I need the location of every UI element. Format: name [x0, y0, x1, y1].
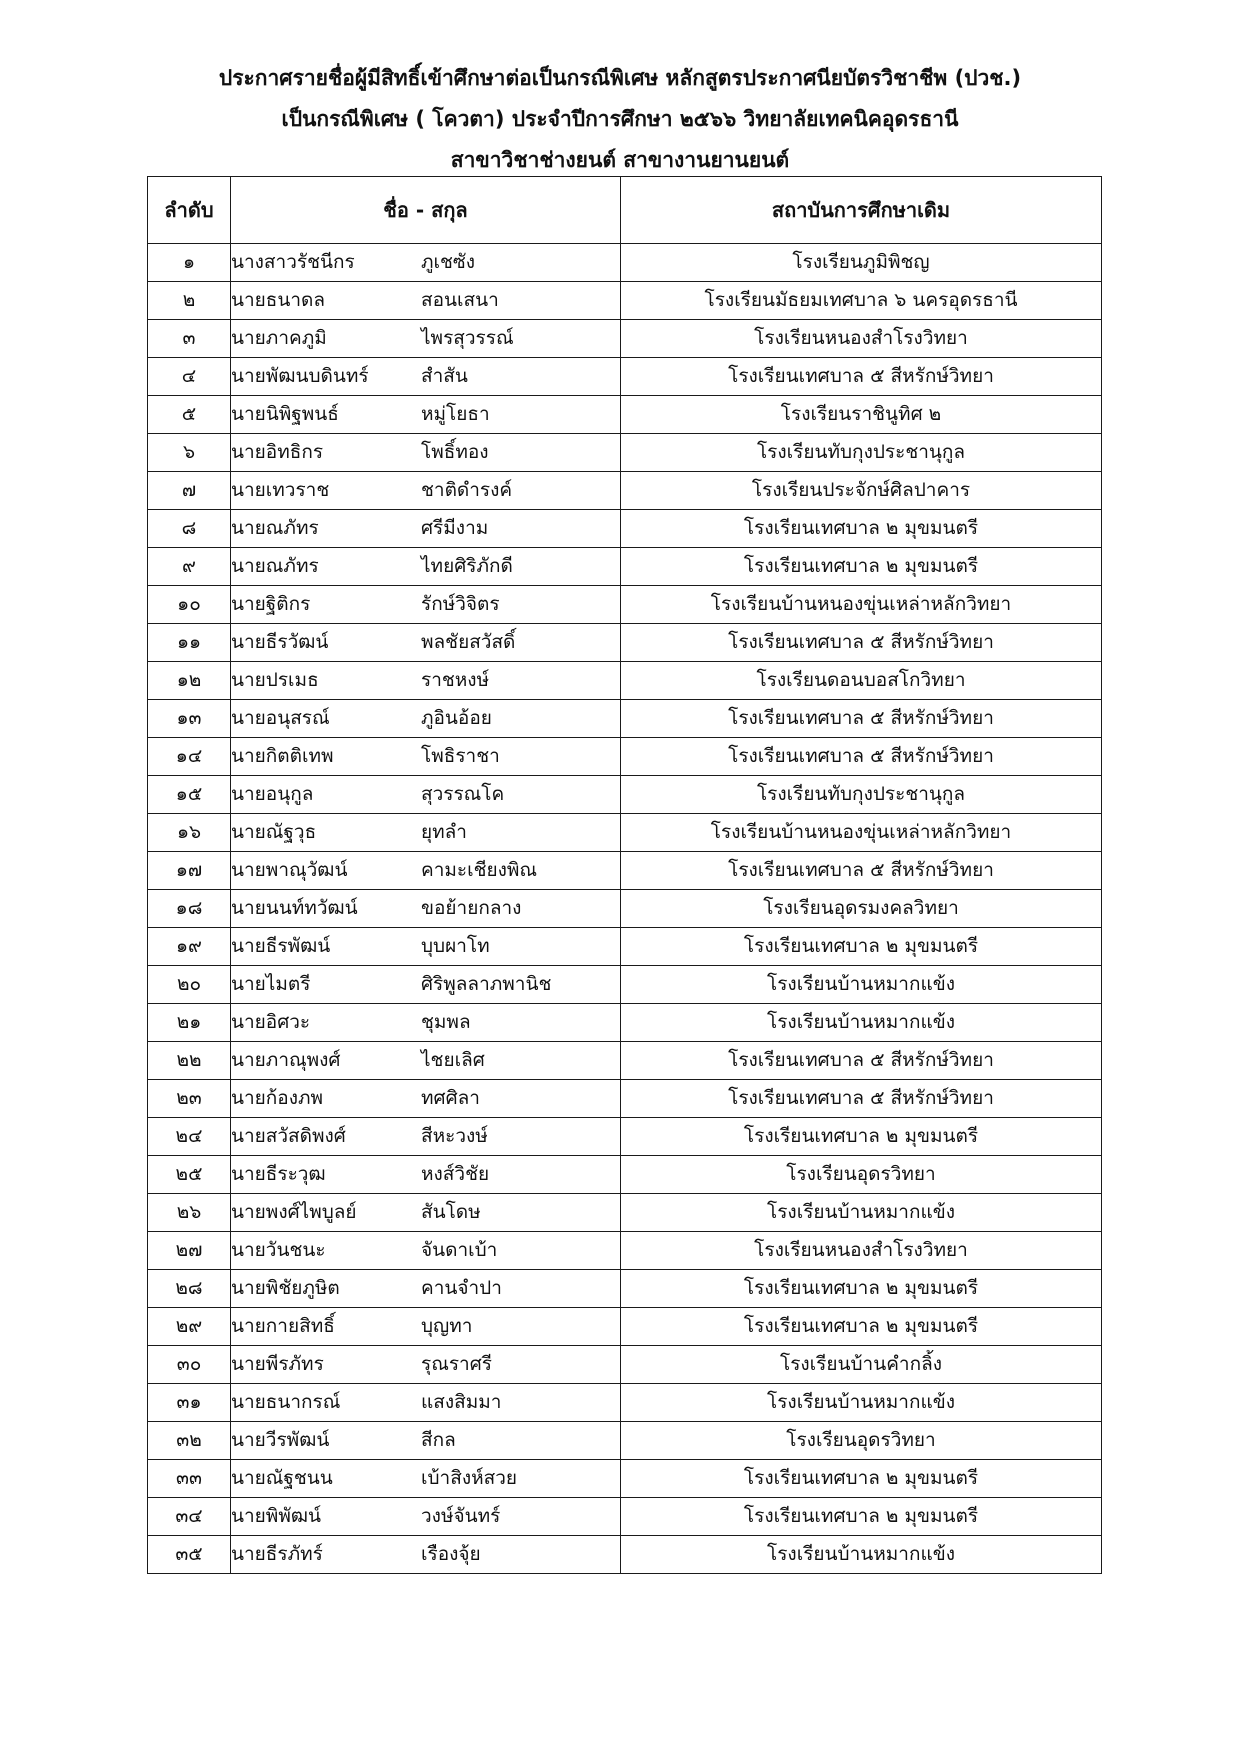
- student-last-name: สุวรรณโค: [421, 783, 505, 805]
- student-first-name: นายวันชนะ: [231, 1239, 326, 1261]
- student-name-cell: [231, 700, 621, 738]
- table-row: [148, 1384, 1102, 1422]
- student-name-cell: [231, 510, 621, 548]
- previous-school: โรงเรียนบ้านหมากแข้ง: [621, 1536, 1102, 1574]
- student-last-name: โพธิราชา: [421, 745, 500, 767]
- row-number: ๑๑: [148, 624, 231, 662]
- row-number: ๒๓: [148, 1080, 231, 1118]
- row-number: ๗: [148, 472, 231, 510]
- student-last-name: ราชหงษ์: [421, 669, 490, 691]
- previous-school: โรงเรียนบ้านหนองขุ่นเหล่าหลักวิทยา: [621, 814, 1102, 852]
- student-name-cell: [231, 890, 621, 928]
- student-first-name: นายวีรพัฒน์: [231, 1429, 330, 1451]
- student-name-cell: [231, 1422, 621, 1460]
- table-row: [148, 1346, 1102, 1384]
- student-name-cell: [231, 738, 621, 776]
- student-name-cell: [231, 1232, 621, 1270]
- row-number: ๒๙: [148, 1308, 231, 1346]
- table-row: [148, 890, 1102, 928]
- row-number: ๑: [148, 244, 231, 282]
- student-name-cell: [231, 1004, 621, 1042]
- row-number: ๒๗: [148, 1232, 231, 1270]
- previous-school: โรงเรียนเทศบาล ๒ มุขมนตรี: [621, 1460, 1102, 1498]
- student-name-cell: [231, 852, 621, 890]
- student-name-cell: [231, 358, 621, 396]
- row-number: ๓๒: [148, 1422, 231, 1460]
- student-name-cell: [231, 320, 621, 358]
- student-name-cell: [231, 1308, 621, 1346]
- table-row: [148, 1460, 1102, 1498]
- student-name-cell: [231, 1080, 621, 1118]
- previous-school: โรงเรียนบ้านหมากแข้ง: [621, 1194, 1102, 1232]
- student-last-name: ขอย้ายกลาง: [421, 897, 522, 919]
- student-first-name: นายภาคภูมิ: [231, 327, 327, 349]
- row-number: ๖: [148, 434, 231, 472]
- previous-school: โรงเรียนภูมิพิชญ: [621, 244, 1102, 282]
- table-header-row: [148, 177, 1102, 244]
- row-number: ๑๓: [148, 700, 231, 738]
- previous-school: โรงเรียนหนองสำโรงวิทยา: [621, 320, 1102, 358]
- previous-school: โรงเรียนบ้านหมากแข้ง: [621, 1004, 1102, 1042]
- student-first-name: นายนิพิฐพนธ์: [231, 403, 339, 425]
- student-last-name: ศรีมีงาม: [421, 517, 489, 539]
- student-last-name: ทศศิลา: [421, 1087, 480, 1109]
- row-number: ๓๓: [148, 1460, 231, 1498]
- student-first-name: นายพิชัยภูษิต: [231, 1277, 340, 1299]
- table-row: [148, 1232, 1102, 1270]
- student-roster-table: [147, 176, 1102, 1574]
- student-last-name: ไทยศิริภักดี: [421, 555, 513, 577]
- row-number: ๓๕: [148, 1536, 231, 1574]
- student-name-cell: [231, 1194, 621, 1232]
- row-number: ๒๒: [148, 1042, 231, 1080]
- student-first-name: นางสาวรัชนีกร: [231, 251, 355, 273]
- row-number: ๑๙: [148, 928, 231, 966]
- table-row: [148, 282, 1102, 320]
- student-last-name: เรืองจุ้ย: [421, 1543, 481, 1565]
- student-name-cell: [231, 244, 621, 282]
- table-row: [148, 434, 1102, 472]
- previous-school: โรงเรียนหนองสำโรงวิทยา: [621, 1232, 1102, 1270]
- previous-school: โรงเรียนอุดรมงคลวิทยา: [621, 890, 1102, 928]
- row-number: ๒๕: [148, 1156, 231, 1194]
- student-name-cell: [231, 624, 621, 662]
- table-row: [148, 928, 1102, 966]
- previous-school: โรงเรียนเทศบาล ๒ มุขมนตรี: [621, 928, 1102, 966]
- student-first-name: นายธีรพัฒน์: [231, 935, 331, 957]
- student-last-name: สำสัน: [421, 365, 468, 387]
- row-number: ๓๔: [148, 1498, 231, 1536]
- student-last-name: สอนเสนา: [421, 289, 499, 311]
- table-row: [148, 396, 1102, 434]
- student-first-name: นายสวัสดิพงศ์: [231, 1125, 346, 1147]
- student-first-name: นายภาณุพงศ์: [231, 1049, 341, 1071]
- student-name-cell: [231, 928, 621, 966]
- previous-school: โรงเรียนเทศบาล ๒ มุขมนตรี: [621, 1308, 1102, 1346]
- row-number: ๑๗: [148, 852, 231, 890]
- student-last-name: เบ้าสิงห์สวย: [421, 1467, 518, 1489]
- student-first-name: นายอนุกูล: [231, 783, 314, 805]
- student-name-cell: [231, 1156, 621, 1194]
- student-first-name: นายธนาดล: [231, 289, 326, 311]
- student-first-name: นายณัฐวุธ: [231, 821, 317, 843]
- student-first-name: นายธีรภัทร์: [231, 1543, 323, 1565]
- table-row: [148, 510, 1102, 548]
- student-last-name: คานจำปา: [421, 1277, 502, 1299]
- row-number: ๒๐: [148, 966, 231, 1004]
- student-last-name: บุบผาโท: [421, 935, 490, 957]
- table-body: [148, 244, 1102, 1574]
- table-row: [148, 1422, 1102, 1460]
- student-last-name: หงส์วิชัย: [421, 1163, 490, 1185]
- table-row: [148, 358, 1102, 396]
- student-last-name: สีกล: [421, 1429, 456, 1451]
- student-first-name: นายปรเมธ: [231, 669, 319, 691]
- student-first-name: นายพาณุวัฒน์: [231, 859, 348, 881]
- student-first-name: นายณภัทร: [231, 555, 319, 577]
- student-name-cell: [231, 776, 621, 814]
- document-title-line-2: เป็นกรณีพิเศษ ( โควตา) ประจำปีการศึกษา ๒๕๖๖ วิทยาลัยเทคนิคอุดรธานี: [281, 107, 959, 131]
- row-number: ๑๐: [148, 586, 231, 624]
- table-row: [148, 966, 1102, 1004]
- row-number: ๑๕: [148, 776, 231, 814]
- student-name-cell: [231, 434, 621, 472]
- student-last-name: ศิริพูลลาภพานิช: [421, 973, 552, 995]
- previous-school: โรงเรียนบ้านหมากแข้ง: [621, 1384, 1102, 1422]
- student-last-name: รุณราศรี: [421, 1353, 492, 1375]
- table-row: [148, 662, 1102, 700]
- student-first-name: นายกายสิทธิ์: [231, 1315, 335, 1337]
- table-row: [148, 852, 1102, 890]
- student-name-cell: [231, 472, 621, 510]
- student-last-name: ภูเชซัง: [421, 251, 476, 273]
- row-number: ๓: [148, 320, 231, 358]
- student-first-name: นายธีระวุฒ: [231, 1163, 326, 1185]
- document-title-line-1: ประกาศรายชื่อผู้มีสิทธิ์เข้าศึกษาต่อเป็นกรณีพิเศษ หลักสูตรประกาศนียบัตรวิชาชีพ (ปวช.): [218, 66, 1022, 90]
- previous-school: โรงเรียนเทศบาล ๕ สีหรักษ์วิทยา: [621, 852, 1102, 890]
- previous-school: โรงเรียนราชินูทิศ ๒: [621, 396, 1102, 434]
- table-row: [148, 624, 1102, 662]
- table-row: [148, 244, 1102, 282]
- row-number: ๙: [148, 548, 231, 586]
- row-number: ๑๖: [148, 814, 231, 852]
- table-row: [148, 320, 1102, 358]
- previous-school: โรงเรียนทับกุงประชานุกูล: [621, 434, 1102, 472]
- student-last-name: ไชยเลิศ: [421, 1049, 485, 1071]
- previous-school: โรงเรียนเทศบาล ๕ สีหรักษ์วิทยา: [621, 738, 1102, 776]
- student-first-name: นายธีรวัฒน์: [231, 631, 329, 653]
- table-row: [148, 738, 1102, 776]
- student-last-name: คามะเชียงพิณ: [421, 859, 538, 881]
- row-number: ๒๖: [148, 1194, 231, 1232]
- column-header-school: สถาบันการศึกษาเดิม: [621, 177, 1102, 244]
- column-header-no: ลำดับ: [148, 177, 231, 244]
- table-row: [148, 1080, 1102, 1118]
- previous-school: โรงเรียนเทศบาล ๒ มุขมนตรี: [621, 1270, 1102, 1308]
- row-number: ๕: [148, 396, 231, 434]
- student-first-name: นายอิศวะ: [231, 1011, 311, 1033]
- student-name-cell: [231, 814, 621, 852]
- student-name-cell: [231, 1498, 621, 1536]
- student-name-cell: [231, 1042, 621, 1080]
- student-first-name: นายพีรภัทร: [231, 1353, 324, 1375]
- previous-school: โรงเรียนเทศบาล ๒ มุขมนตรี: [621, 1498, 1102, 1536]
- student-last-name: พลชัยสวัสดิ์: [421, 631, 516, 653]
- student-name-cell: [231, 586, 621, 624]
- student-first-name: นายอนุสรณ์: [231, 707, 330, 729]
- student-last-name: สันโดษ: [421, 1201, 481, 1223]
- table-row: [148, 472, 1102, 510]
- row-number: ๒: [148, 282, 231, 320]
- previous-school: โรงเรียนเทศบาล ๒ มุขมนตรี: [621, 510, 1102, 548]
- student-first-name: นายธนากรณ์: [231, 1391, 341, 1413]
- student-first-name: นายไมตรี: [231, 973, 311, 995]
- student-name-cell: [231, 966, 621, 1004]
- student-first-name: นายอิทธิกร: [231, 441, 324, 463]
- previous-school: โรงเรียนเทศบาล ๕ สีหรักษ์วิทยา: [621, 358, 1102, 396]
- previous-school: โรงเรียนเทศบาล ๕ สีหรักษ์วิทยา: [621, 624, 1102, 662]
- table-row: [148, 1118, 1102, 1156]
- student-first-name: นายพงศ์ไพบูลย์: [231, 1201, 357, 1223]
- table-row: [148, 1156, 1102, 1194]
- row-number: ๓๑: [148, 1384, 231, 1422]
- student-last-name: ภูอินอ้อย: [421, 707, 492, 729]
- previous-school: โรงเรียนบ้านคำกลิ้ง: [621, 1346, 1102, 1384]
- row-number: ๔: [148, 358, 231, 396]
- table-row: [148, 814, 1102, 852]
- table-row: [148, 776, 1102, 814]
- student-last-name: รักษ์วิจิตร: [421, 593, 500, 615]
- previous-school: โรงเรียนเทศบาล ๒ มุขมนตรี: [621, 548, 1102, 586]
- previous-school: โรงเรียนประจักษ์ศิลปาคาร: [621, 472, 1102, 510]
- student-last-name: แสงสิมมา: [421, 1391, 502, 1413]
- student-first-name: นายนนท์ทวัฒน์: [231, 897, 358, 919]
- previous-school: โรงเรียนดอนบอสโกวิทยา: [621, 662, 1102, 700]
- previous-school: โรงเรียนทับกุงประชานุกูล: [621, 776, 1102, 814]
- student-name-cell: [231, 282, 621, 320]
- table-header: [148, 177, 1102, 244]
- student-first-name: นายณภัทร: [231, 517, 319, 539]
- student-first-name: นายเทวราช: [231, 479, 330, 501]
- previous-school: โรงเรียนบ้านหมากแข้ง: [621, 966, 1102, 1004]
- student-last-name: สีหะวงษ์: [421, 1125, 488, 1147]
- student-last-name: ยุทลำ: [421, 821, 467, 843]
- table-row: [148, 586, 1102, 624]
- previous-school: โรงเรียนมัธยมเทศบาล ๖ นครอุดรธานี: [621, 282, 1102, 320]
- student-last-name: ชาติดำรงค์: [421, 479, 513, 501]
- student-name-cell: [231, 548, 621, 586]
- student-last-name: ไพรสุวรรณ์: [421, 327, 514, 349]
- table-row: [148, 1042, 1102, 1080]
- previous-school: โรงเรียนเทศบาล ๕ สีหรักษ์วิทยา: [621, 700, 1102, 738]
- previous-school: โรงเรียนบ้านหนองขุ่นเหล่าหลักวิทยา: [621, 586, 1102, 624]
- row-number: ๒๑: [148, 1004, 231, 1042]
- row-number: ๑๒: [148, 662, 231, 700]
- student-name-cell: [231, 1270, 621, 1308]
- row-number: ๑๘: [148, 890, 231, 928]
- student-name-cell: [231, 1460, 621, 1498]
- previous-school: โรงเรียนเทศบาล ๕ สีหรักษ์วิทยา: [621, 1042, 1102, 1080]
- student-first-name: นายพิพัฒน์: [231, 1505, 321, 1527]
- student-first-name: นายณัฐชนน: [231, 1467, 333, 1489]
- student-first-name: นายก้องภพ: [231, 1087, 324, 1109]
- student-first-name: นายฐิติกร: [231, 593, 311, 615]
- table-row: [148, 1270, 1102, 1308]
- row-number: ๓๐: [148, 1346, 231, 1384]
- row-number: ๘: [148, 510, 231, 548]
- row-number: ๑๔: [148, 738, 231, 776]
- previous-school: โรงเรียนเทศบาล ๕ สีหรักษ์วิทยา: [621, 1080, 1102, 1118]
- table-row: [148, 1308, 1102, 1346]
- student-name-cell: [231, 1384, 621, 1422]
- student-name-cell: [231, 1118, 621, 1156]
- student-name-cell: [231, 1536, 621, 1574]
- student-last-name: จันดาเบ้า: [421, 1239, 498, 1261]
- student-last-name: โพธิ์ทอง: [421, 441, 489, 463]
- student-last-name: หมู่โยธา: [421, 403, 490, 425]
- column-header-name: ชื่อ - สกุล: [231, 177, 621, 244]
- student-last-name: วงษ์จันทร์: [421, 1505, 501, 1527]
- previous-school: โรงเรียนอุดรวิทยา: [621, 1422, 1102, 1460]
- document-title-line-3: สาขาวิชาช่างยนต์ สาขางานยานยนต์: [450, 148, 790, 172]
- table-row: [148, 548, 1102, 586]
- table-row: [148, 1536, 1102, 1574]
- student-last-name: ชุมพล: [421, 1011, 471, 1033]
- table-row: [148, 700, 1102, 738]
- previous-school: โรงเรียนอุดรวิทยา: [621, 1156, 1102, 1194]
- previous-school: โรงเรียนเทศบาล ๒ มุขมนตรี: [621, 1118, 1102, 1156]
- row-number: ๒๘: [148, 1270, 231, 1308]
- table-row: [148, 1498, 1102, 1536]
- student-first-name: นายพัฒนบดินทร์: [231, 365, 369, 387]
- table-row: [148, 1194, 1102, 1232]
- table-row: [148, 1004, 1102, 1042]
- student-name-cell: [231, 396, 621, 434]
- student-last-name: บุญทา: [421, 1315, 473, 1337]
- row-number: ๒๔: [148, 1118, 231, 1156]
- student-first-name: นายกิตติเทพ: [231, 745, 334, 767]
- student-name-cell: [231, 1346, 621, 1384]
- student-name-cell: [231, 662, 621, 700]
